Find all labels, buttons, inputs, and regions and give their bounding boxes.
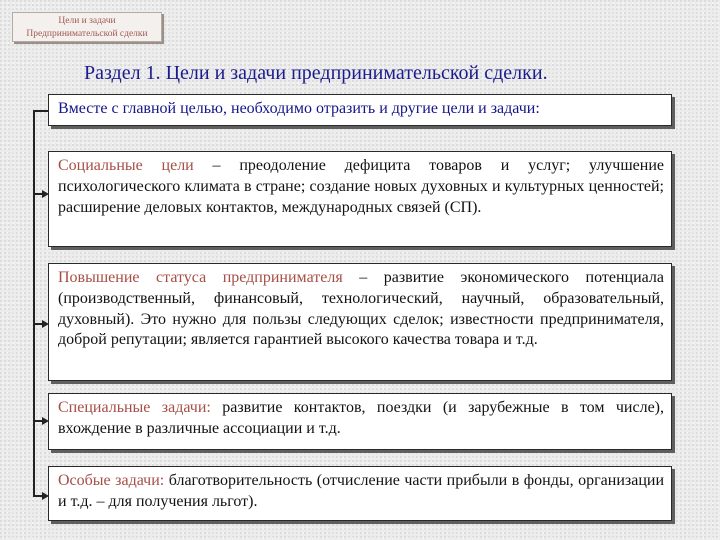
- special-goals-box: [48, 466, 672, 521]
- corner-section-label: [12, 12, 162, 42]
- connector-branch-2: [33, 323, 42, 325]
- connector-vertical-line: [33, 110, 35, 497]
- block-term: Повышение статуса предпринимателя: [58, 269, 343, 286]
- social-goals-box: [48, 151, 672, 247]
- corner-label-line1: Цели и задачи: [58, 16, 116, 26]
- block-text: благотворительность (отчисление части прибыли в фонды, организации и т.д. – для получения льгот).: [58, 472, 665, 510]
- page-title: Раздел 1. Цели и задачи предпринимательской сделки.: [84, 62, 548, 84]
- connector-branch-4: [33, 495, 42, 497]
- special-tasks-box: [48, 393, 672, 450]
- block-term: Социальные цели: [58, 157, 194, 174]
- connector-top-line: [33, 110, 48, 112]
- block-text: – преодоление дефицита товаров и услуг; улучшение психологического климата в стране; создание новых духовных и культурных ценностей; расширение деловых контактов, международных связей (СП).: [58, 157, 664, 216]
- intro-box: Вместе с главной целью, необходимо отразить и другие цели и задачи:: [48, 94, 672, 126]
- block-term: Специальные задачи:: [58, 399, 211, 416]
- connector-branch-1: [33, 193, 42, 195]
- status-box: [48, 263, 672, 381]
- block-text: развитие контактов, поездки (и зарубежные в том числе), вхождение в различные ассоциации и т.д.: [58, 399, 664, 437]
- corner-label-line2: Предпринимательской сделки: [26, 29, 148, 39]
- block-term: Особые задачи:: [58, 472, 165, 489]
- block-text: – развитие экономического потенциала (производственный, финансовый, технологический, научный, образовательный, духовный). Это нужно для пользы следующих сделок; известности предпринимателя, доброй репутации; является гарантией высокого качества товара и т.д.: [58, 269, 664, 349]
- connector-branch-3: [33, 420, 42, 422]
